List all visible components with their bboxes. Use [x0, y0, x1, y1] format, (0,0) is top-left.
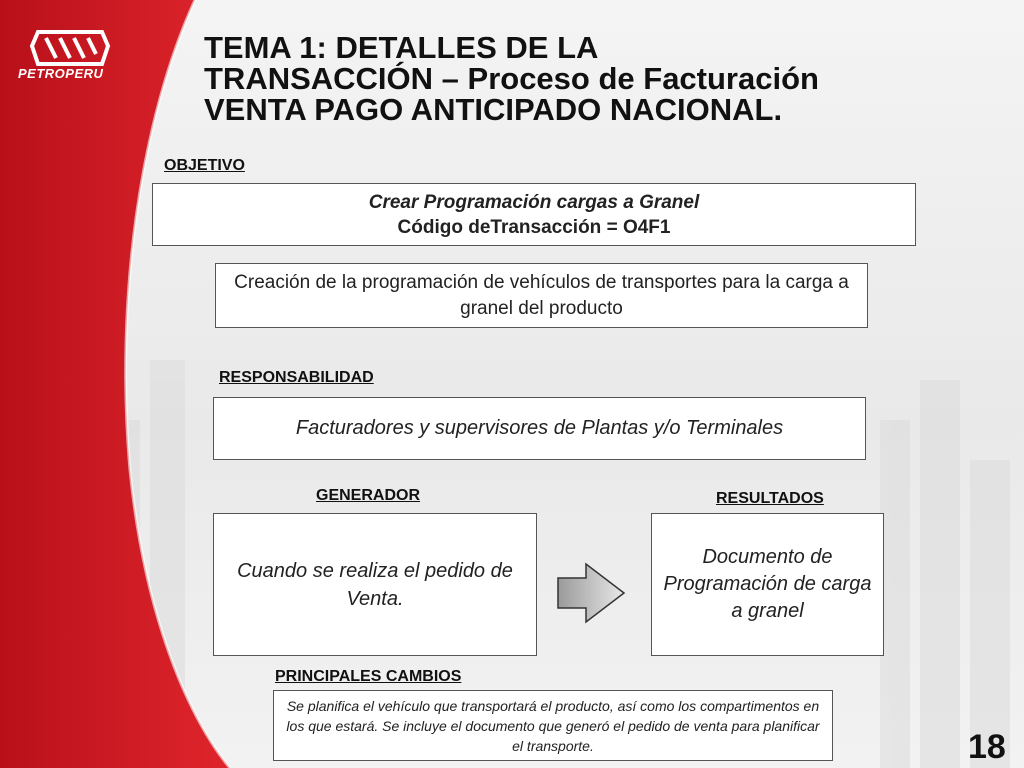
responsabilidad-text: Facturadores y supervisores de Plantas y/o Terminales [295, 417, 784, 439]
generador-text: Cuando se realiza el pedido de Venta. [237, 559, 513, 610]
resultados-box [651, 513, 884, 656]
logo-text: PETROPERU [18, 66, 104, 81]
page-number: 18 [968, 728, 1006, 766]
objetivo-box [152, 183, 916, 246]
generador-label: GENERADOR [316, 487, 421, 504]
title-line-3: VENTA PAGO ANTICIPADO NACIONAL. [204, 92, 783, 127]
objetivo-description-box [215, 263, 868, 328]
resultados-label: RESULTADOS [716, 490, 824, 507]
title-line-1: TEMA 1: DETALLES DE LA [204, 30, 599, 65]
cambios-box [273, 690, 833, 761]
responsabilidad-box [213, 397, 866, 460]
responsabilidad-label: RESPONSABILIDAD [219, 369, 374, 386]
page-title [204, 32, 964, 125]
arrow-right-icon [556, 562, 626, 624]
objetivo-line-2: Código deTransacción = O4F1 [397, 216, 671, 238]
resultados-text: Documento de Programación de carga a granel [663, 546, 872, 622]
cambios-text: Se planifica el vehículo que transportará el producto, así como los compartimentos en los que estará. Se incluye el documento que generó el pedido de venta para planificar el transporte. [286, 697, 820, 754]
cambios-label: PRINCIPALES CAMBIOS [275, 668, 462, 685]
objetivo-line-1: Crear Programación cargas a Granel [368, 191, 700, 213]
title-line-2: TRANSACCIÓN – Proceso de Facturación [204, 61, 819, 96]
generador-box [213, 513, 537, 656]
objetivo-label: OBJETIVO [164, 157, 245, 174]
objetivo-description: Creación de la programación de vehículos de transportes para la carga a granel del producto [234, 271, 849, 319]
